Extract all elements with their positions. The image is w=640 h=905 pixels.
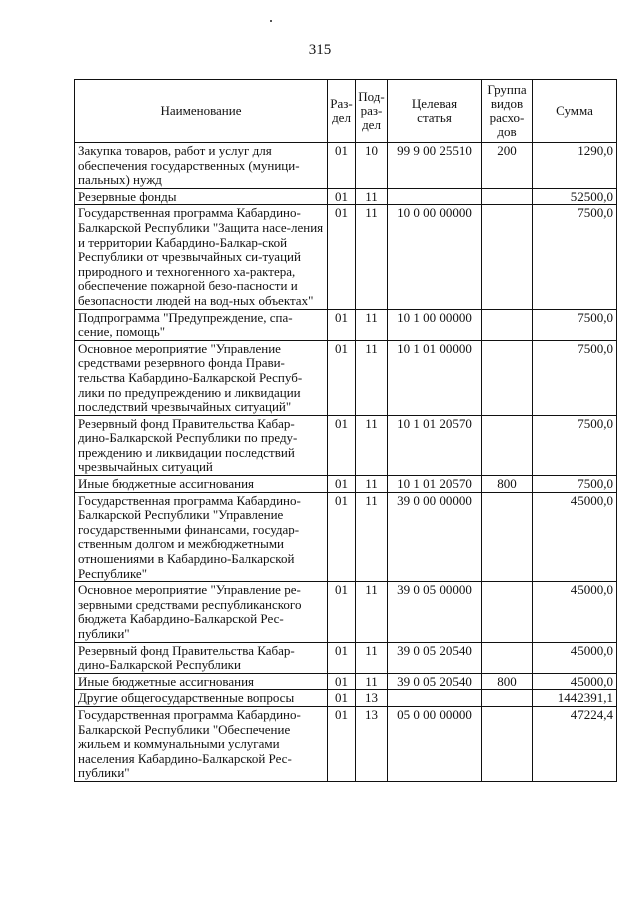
row-summa: 1442391,1 — [533, 690, 617, 707]
row-podrazdel: 13 — [356, 690, 388, 707]
row-gruppa: 200 — [482, 143, 533, 189]
row-gruppa: 800 — [482, 476, 533, 493]
row-celevaya: 39 0 05 20540 — [388, 673, 482, 690]
row-name: Иные бюджетные ассигнования — [75, 476, 328, 493]
row-celevaya: 99 9 00 25510 — [388, 143, 482, 189]
row-podrazdel: 11 — [356, 582, 388, 642]
table-row — [75, 690, 617, 707]
row-summa: 1290,0 — [533, 143, 617, 189]
row-name: Основное мероприятие "Управление ре-зервными средствами республиканского бюджета Кабардино-Балкарской Рес-публики" — [75, 582, 328, 642]
row-name: Резервные фонды — [75, 188, 328, 205]
row-podrazdel: 11 — [356, 205, 388, 309]
row-name: Закупка товаров, работ и услуг для обеспечения государственных (муници-пальных) нужд — [75, 143, 328, 189]
row-name: Подпрограмма "Предупреждение, спа-сение, помощь" — [75, 309, 328, 340]
row-name: Государственная программа Кабардино-Балкарской Республики "Управление государственными финансами, государ-ственным долгом и межбюджетными отношениями в Кабардино-Балкарской Республике" — [75, 492, 328, 582]
budget-table — [74, 79, 617, 782]
row-name: Резервный фонд Правительства Кабар-дино-Балкарской Республики по преду-преждению и ликвидации последствий чрезвычайных ситуаций — [75, 415, 328, 475]
row-summa: 7500,0 — [533, 340, 617, 415]
row-razdel: 01 — [328, 642, 356, 673]
row-summa: 7500,0 — [533, 476, 617, 493]
row-celevaya: 39 0 05 20540 — [388, 642, 482, 673]
table-row — [75, 492, 617, 582]
row-podrazdel: 11 — [356, 642, 388, 673]
header-gruppa: Группа видов расхо- дов — [482, 80, 533, 143]
row-gruppa — [482, 205, 533, 309]
table-row — [75, 415, 617, 475]
row-podrazdel: 11 — [356, 415, 388, 475]
table-row — [75, 642, 617, 673]
row-summa: 52500,0 — [533, 188, 617, 205]
row-celevaya: 10 1 00 00000 — [388, 309, 482, 340]
row-summa: 7500,0 — [533, 205, 617, 309]
row-celevaya: 39 0 05 00000 — [388, 582, 482, 642]
page-number: 315 — [308, 42, 332, 58]
scan-mark — [270, 20, 272, 22]
row-gruppa — [482, 690, 533, 707]
row-summa: 45000,0 — [533, 642, 617, 673]
row-summa: 47224,4 — [533, 706, 617, 781]
row-razdel: 01 — [328, 340, 356, 415]
row-podrazdel: 11 — [356, 492, 388, 582]
table-row — [75, 205, 617, 309]
row-celevaya: 39 0 00 00000 — [388, 492, 482, 582]
table-row — [75, 188, 617, 205]
table-row — [75, 309, 617, 340]
row-razdel: 01 — [328, 415, 356, 475]
row-gruppa — [482, 492, 533, 582]
row-razdel: 01 — [328, 205, 356, 309]
row-summa: 7500,0 — [533, 415, 617, 475]
row-name: Резервный фонд Правительства Кабар-дино-Балкарской Республики — [75, 642, 328, 673]
table-row — [75, 476, 617, 493]
row-podrazdel: 11 — [356, 309, 388, 340]
row-summa: 7500,0 — [533, 309, 617, 340]
row-razdel: 01 — [328, 309, 356, 340]
row-celevaya — [388, 188, 482, 205]
row-celevaya: 10 1 01 20570 — [388, 415, 482, 475]
row-razdel: 01 — [328, 706, 356, 781]
row-summa: 45000,0 — [533, 582, 617, 642]
header-summa: Сумма — [533, 80, 617, 143]
row-gruppa — [482, 582, 533, 642]
table-row — [75, 582, 617, 642]
row-celevaya: 10 1 01 00000 — [388, 340, 482, 415]
row-podrazdel: 10 — [356, 143, 388, 189]
table-row — [75, 340, 617, 415]
row-razdel: 01 — [328, 582, 356, 642]
row-razdel: 01 — [328, 690, 356, 707]
header-podrazdel: Под- раз- дел — [356, 80, 388, 143]
row-gruppa — [482, 415, 533, 475]
row-razdel: 01 — [328, 673, 356, 690]
row-celevaya: 10 1 01 20570 — [388, 476, 482, 493]
row-name: Основное мероприятие "Управление средствами резервного фонда Прави-тельства Кабардино-Балкарской Респуб-лики по предупреждению и ликвидации последствий чрезвычайных ситуаций" — [75, 340, 328, 415]
header-celevaya: Целевая статья — [388, 80, 482, 143]
table-row — [75, 143, 617, 189]
row-razdel: 01 — [328, 188, 356, 205]
row-gruppa: 800 — [482, 673, 533, 690]
row-name: Государственная программа Кабардино-Балкарской Республики "Защита насе-ления и территории Кабардино-Балкар-ской Республики от чрезвычайных си-туаций природного и техногенного ха-рактера, обеспечение пожарной безо-пасности и безопасности людей на вод-ных объектах" — [75, 205, 328, 309]
row-summa: 45000,0 — [533, 492, 617, 582]
row-podrazdel: 11 — [356, 340, 388, 415]
row-razdel: 01 — [328, 143, 356, 189]
row-name: Государственная программа Кабардино-Балкарской Республики "Обеспечение жильем и коммунальными услугами населения Кабардино-Балкарской Рес-публики" — [75, 706, 328, 781]
row-gruppa — [482, 706, 533, 781]
table-header-row — [75, 80, 617, 143]
row-celevaya: 05 0 00 00000 — [388, 706, 482, 781]
table-row — [75, 706, 617, 781]
row-celevaya — [388, 690, 482, 707]
row-name: Иные бюджетные ассигнования — [75, 673, 328, 690]
row-gruppa — [482, 309, 533, 340]
row-gruppa — [482, 340, 533, 415]
row-podrazdel: 11 — [356, 673, 388, 690]
row-podrazdel: 11 — [356, 188, 388, 205]
header-name: Наименование — [75, 80, 328, 143]
row-name: Другие общегосударственные вопросы — [75, 690, 328, 707]
row-podrazdel: 13 — [356, 706, 388, 781]
header-razdel: Раз- дел — [328, 80, 356, 143]
table-row — [75, 673, 617, 690]
row-gruppa — [482, 188, 533, 205]
row-razdel: 01 — [328, 492, 356, 582]
row-podrazdel: 11 — [356, 476, 388, 493]
row-celevaya: 10 0 00 00000 — [388, 205, 482, 309]
row-summa: 45000,0 — [533, 673, 617, 690]
row-gruppa — [482, 642, 533, 673]
row-razdel: 01 — [328, 476, 356, 493]
